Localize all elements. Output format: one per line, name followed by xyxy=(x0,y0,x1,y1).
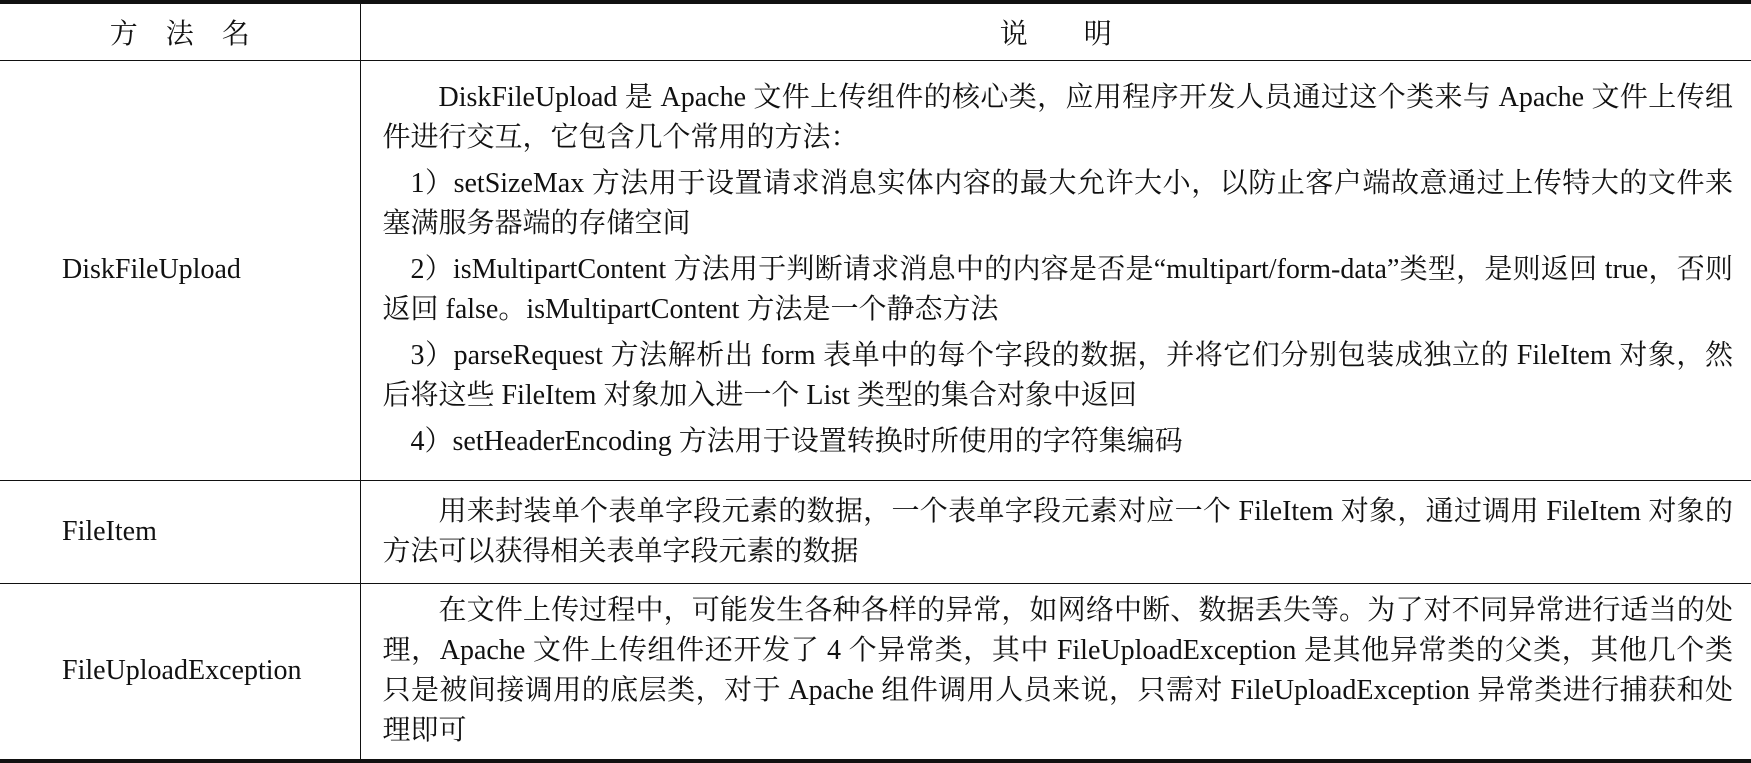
table-row-fileitem xyxy=(0,480,1751,583)
method-name-cell: FileItem xyxy=(0,480,360,583)
table-row-fileuploadexception xyxy=(0,583,1751,761)
description-intro: DiskFileUpload 是 Apache 文件上传组件的核心类，应用程序开发人员通过这个类来与 Apache 文件上传组件进行交互，它包含几个常用的方法： xyxy=(382,82,1733,153)
description-cell xyxy=(360,60,1751,480)
method-name-cell: FileUploadException xyxy=(0,583,360,761)
table-row-diskfileupload xyxy=(0,60,1751,480)
method-item: 1）setSizeMax 方法用于设置请求消息实体内容的最大允许大小，以防止客户端故意通过上传特大的文件来塞满服务器端的存储空间 xyxy=(382,168,1733,239)
method-item: 2）isMultipartContent 方法用于判断请求消息中的内容是否是“multipart/form-data”类型，是则返回 true，否则返回 false。isMultipartContent 方法是一个静态方法 xyxy=(382,254,1733,325)
description-intro: 用来封装单个表单字段元素的数据，一个表单字段元素对应一个 FileItem 对象，通过调用 FileItem 对象的方法可以获得相关表单字段元素的数据 xyxy=(382,495,1733,567)
table-header-row xyxy=(0,2,1751,60)
method-item: 4）setHeaderEncoding 方法用于设置转换时所使用的字符集编码 xyxy=(410,426,1183,457)
description-cell xyxy=(360,480,1751,583)
method-item: 3）parseRequest 方法解析出 form 表单中的每个字段的数据，并将它们分别包装成独立的 FileItem 对象，然后将这些 FileItem 对象加入进一个 List 类型的集合对象中返回 xyxy=(382,340,1733,411)
header-description: 说 明 xyxy=(360,2,1751,60)
method-name-cell: DiskFileUpload xyxy=(0,60,360,480)
header-method-name: 方 法 名 xyxy=(0,2,360,60)
description-cell xyxy=(360,583,1751,761)
description-intro: 在文件上传过程中，可能发生各种各样的异常，如网络中断、数据丢失等。为了对不同异常进行适当的处理，Apache 文件上传组件还开发了 4 个异常类，其中 FileUploadException 是其他异常类的父类，其他几个类只是被间接调用的底层类，对于 Apache 组件调用人员来说，只需对 FileUploadException 异常类进行捕获和处理即可 xyxy=(382,595,1733,747)
